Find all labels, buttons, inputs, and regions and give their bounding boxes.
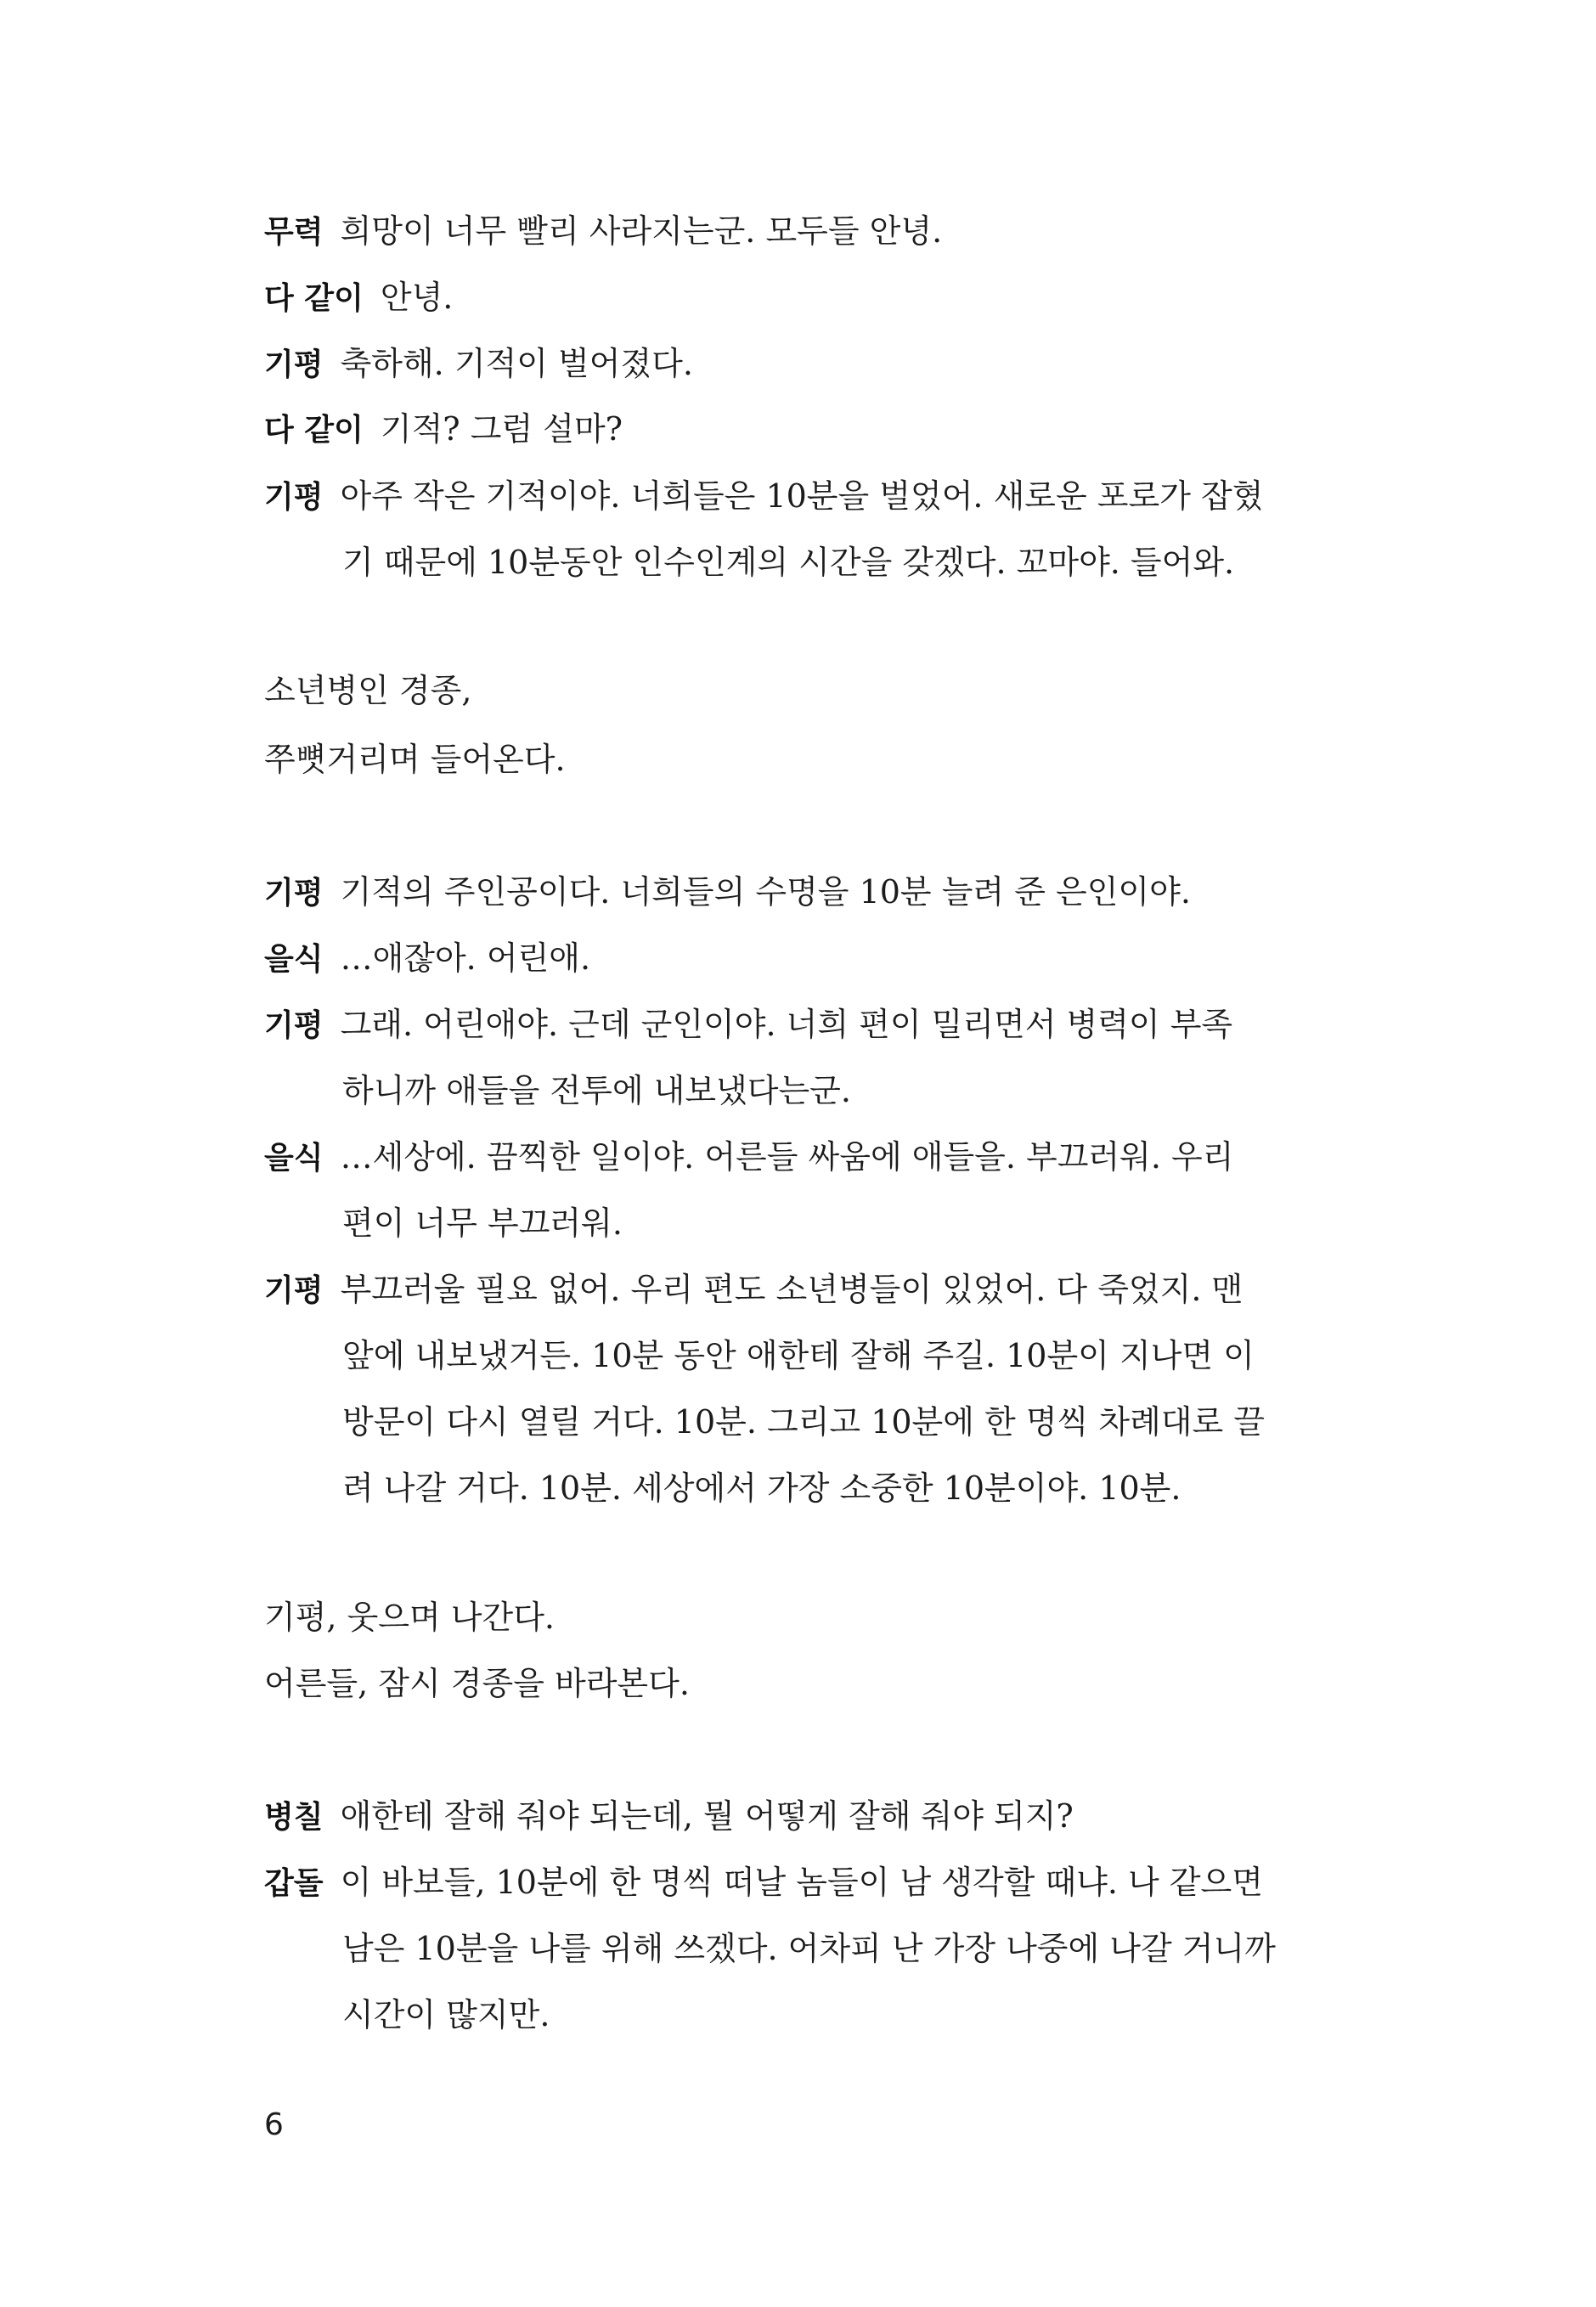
dialogue-line xyxy=(264,1001,1275,1050)
dialogue-line xyxy=(264,1133,1275,1182)
dialogue-line xyxy=(264,1859,1275,1908)
speaker-name: 기평 xyxy=(264,480,324,515)
dialogue-line xyxy=(264,405,1275,454)
dialogue-line xyxy=(264,340,1275,389)
stage-direction: 쭈뼛거리며 들어온다. xyxy=(264,741,566,778)
dialogue-continuation: 편이 너무 부끄러워. xyxy=(342,1204,623,1242)
speaker-name: 다 같이 xyxy=(264,281,364,316)
speaker-name: 기평 xyxy=(264,1008,324,1043)
dialogue-text: 안녕. xyxy=(380,279,454,316)
speaker-name: 무력 xyxy=(264,215,324,250)
speaker-name: 병칠 xyxy=(264,1800,324,1835)
dialogue-continuation: 앞에 내보냈거든. 10분 동안 애한테 잘해 주길. 10분이 지나면 이 xyxy=(342,1337,1255,1374)
speaker-name: 갑돌 xyxy=(264,1866,324,1901)
dialogue-continuation: 기 때문에 10분동안 인수인계의 시간을 갖겠다. 꼬마야. 들어와. xyxy=(342,544,1235,581)
dialogue-text: …애잖아. 어린애. xyxy=(340,939,591,977)
dialogue-text: 아주 작은 기적이야. 너희들은 10분을 벌었어. 새로운 포로가 잡혔 xyxy=(340,477,1264,515)
dialogue-text: 희망이 너무 빨리 사라지는군. 모두들 안녕. xyxy=(340,212,943,250)
dialogue-line xyxy=(264,274,1275,323)
dialogue-line xyxy=(264,207,1275,257)
dialogue-text: 애한테 잘해 줘야 되는데, 뭘 어떻게 잘해 줘야 되지? xyxy=(340,1797,1074,1835)
page-number: 6 xyxy=(264,2107,284,2142)
dialogue-text: 기적? 그럼 설마? xyxy=(380,410,623,448)
dialogue-text: 이 바보들, 10분에 한 명씩 떠날 놈들이 남 생각할 때냐. 나 같으면 xyxy=(340,1864,1263,1901)
stage-direction: 소년병인 경종, xyxy=(264,672,472,709)
dialogue-text: 축하해. 기적이 벌어졌다. xyxy=(340,345,693,382)
dialogue-text: …세상에. 끔찍한 일이야. 어른들 싸움에 애들을. 부끄러워. 우리 xyxy=(340,1138,1234,1176)
dialogue-line xyxy=(264,1266,1275,1315)
speaker-name: 기평 xyxy=(264,876,324,911)
dialogue-line xyxy=(264,934,1275,984)
dialogue-line xyxy=(264,868,1275,917)
speaker-name: 다 같이 xyxy=(264,413,364,448)
dialogue-continuation: 방문이 다시 열릴 거다. 10분. 그리고 10분에 한 명씩 차례대로 끌 xyxy=(342,1403,1265,1441)
speaker-name: 기평 xyxy=(264,347,324,382)
dialogue-line xyxy=(264,1792,1275,1842)
dialogue-text: 기적의 주인공이다. 너희들의 수명을 10분 늘려 준 은인이야. xyxy=(340,873,1191,911)
speaker-name: 기평 xyxy=(264,1273,324,1308)
dialogue-continuation: 남은 10분을 나를 위해 쓰겠다. 어차피 난 가장 나중에 나갈 거니까 xyxy=(342,1930,1276,1967)
speaker-name: 을식 xyxy=(264,942,324,977)
stage-direction: 어른들, 잠시 경종을 바라본다. xyxy=(264,1665,690,1702)
dialogue-continuation: 하니까 애들을 전투에 내보냈다는군. xyxy=(342,1072,851,1109)
dialogue-continuation: 려 나갈 거다. 10분. 세상에서 가장 소중한 10분이야. 10분. xyxy=(342,1469,1181,1507)
stage-direction: 기평, 웃으며 나간다. xyxy=(264,1599,555,1636)
speaker-name: 을식 xyxy=(264,1141,324,1176)
dialogue-continuation: 시간이 많지만. xyxy=(342,1996,550,2033)
dialogue-line xyxy=(264,472,1275,522)
dialogue-text: 부끄러울 필요 없어. 우리 편도 소년병들이 있었어. 다 죽었지. 맨 xyxy=(340,1271,1244,1308)
dialogue-text: 그래. 어린애야. 근데 군인이야. 너희 편이 밀리면서 병력이 부족 xyxy=(340,1006,1233,1043)
